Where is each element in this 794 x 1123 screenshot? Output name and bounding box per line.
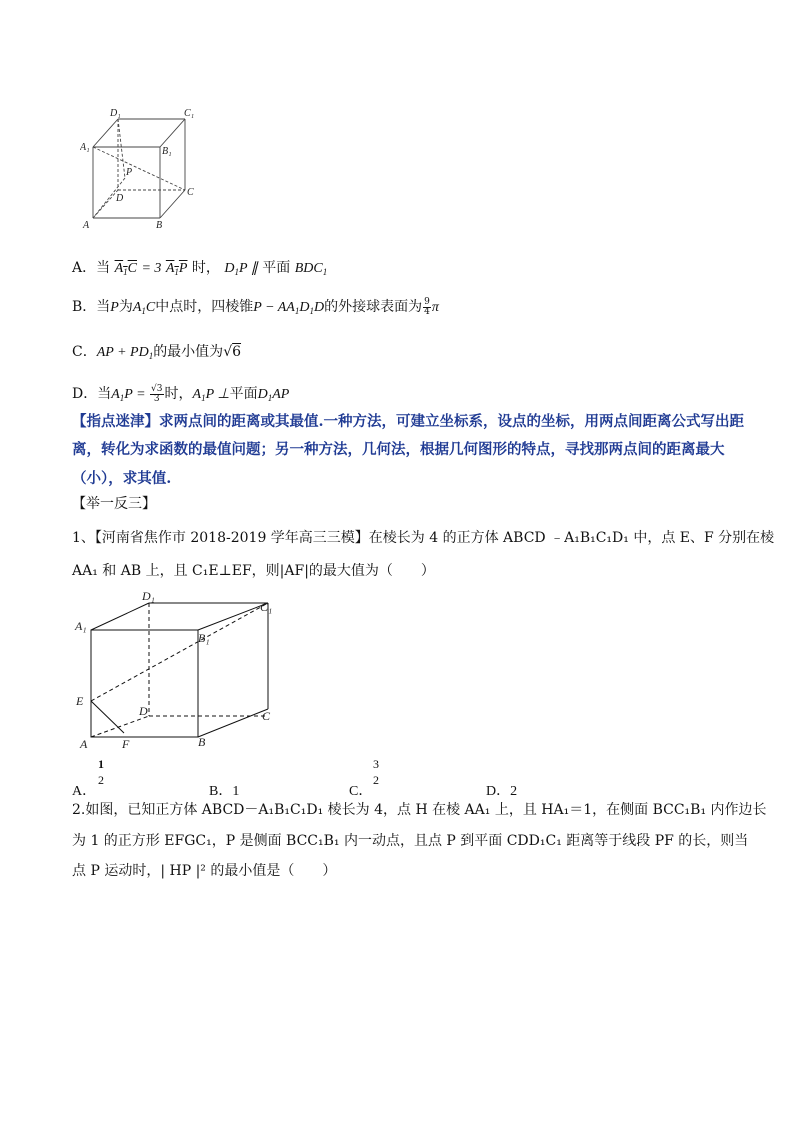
section-heading: 【举一反三】: [72, 496, 156, 512]
option-a: A．当 $A_1C = 3$ $A_1P$ 时， $D_1P$ ∥ 平面 $BDC_1$: [72, 260, 328, 277]
label-D1: D₁: [110, 108, 121, 119]
q1-line-1: 1、【河南省焦作市 2018-2019 学年高三三模】在棱长为 4 的正方体 ABCD ﹣A₁B₁C₁D₁ 中，点 E、F 分别在棱: [72, 530, 775, 546]
label-D1: D₁: [142, 589, 155, 603]
label-A1: A₁: [75, 619, 87, 633]
cube-figure-1: [80, 100, 200, 235]
fraction-sqrt3-3: $\frac{√3}{3}$: [151, 383, 163, 404]
label-B1: B₁: [198, 631, 210, 645]
q2-line-3: 点 P 运动时，| HP |² 的最小值是（ ）: [72, 863, 337, 879]
expr-d1ap: $D_1AP$: [257, 387, 290, 403]
choice-c: C． 3 2: [349, 757, 379, 799]
expr-a1p-perp: $A_1P$ ⊥: [192, 387, 230, 403]
label-C1: C₁: [184, 108, 195, 119]
choice-b: B．1: [209, 784, 240, 799]
label-A: A: [80, 737, 88, 751]
choice-a-fraction: 1 2: [98, 757, 104, 787]
label-B: B: [198, 735, 206, 749]
label-C: C: [262, 709, 271, 723]
vector-a1c: $A_1C$: [114, 261, 137, 277]
q2-line-1: 2.如图，已知正方体 ABCD－A₁B₁C₁D₁ 棱长为 4，点 H 在棱 AA₁ 上，且 HA₁＝1，在侧面 BCC₁B₁ 内作边长: [72, 802, 767, 818]
label-C1: C₁: [260, 600, 273, 614]
option-d: D．当$A_1P$ = $\frac{√3}{3}$ 时，$A_1P$ ⊥平面$D_1AP$: [72, 383, 290, 404]
pi-symbol: π: [431, 300, 439, 315]
label-A: A: [83, 220, 90, 231]
choice-c-fraction: 3 2: [373, 757, 379, 787]
expr-a1c: $A_1C$: [132, 300, 156, 316]
label-P: P: [126, 167, 133, 178]
vector-a1p: $A_1P$: [165, 261, 188, 277]
tip-line-2: 离，转化为求函数的最值问题；另一种方法，几何法，根据几何图形的特点，寻找那两点间的距离最大: [72, 441, 725, 458]
label-D: D: [116, 193, 124, 204]
label-B: B: [156, 220, 163, 231]
expr-p: P: [110, 300, 119, 315]
label-C: C: [187, 187, 194, 198]
expr-pyramid: $P - AA_1D_1D$: [253, 300, 325, 316]
choice-a: A． 1 2: [72, 757, 104, 799]
equation-a: = 3: [141, 261, 162, 276]
label-E: E: [76, 694, 84, 708]
label-A1: A₁: [80, 142, 90, 153]
tip-line-1: 【指点迷津】求两点间的距离或其最值.一种方法，可建立坐标系，设点的坐标，用两点间距离公式写出距: [72, 413, 745, 430]
expr-a1p: $A_1P$ =: [111, 387, 150, 403]
label-D: D: [139, 704, 148, 718]
option-c: C．AP + $PD_1$的最小值为√6: [72, 344, 242, 361]
expr-bdc1: $BDC_1$: [294, 261, 328, 277]
expr-d1p-parallel: $D_1P$ ∥: [224, 261, 258, 277]
tip-line-3: （小），求其值.: [72, 470, 172, 487]
choice-d: D．2: [486, 784, 518, 799]
q2-line-2: 为 1 的正方形 EFGC₁，P 是侧面 BCC₁B₁ 内一动点，且点 P 到平面 CDD₁C₁ 距离等于线段 PF 的长，则当: [72, 833, 749, 849]
label-B1: B₁: [162, 146, 172, 157]
cube-figure-2: [72, 588, 292, 753]
option-b: B．当P为$A_1C$中点时，四棱锥$P - AA_1D_1D$的外接球表面为 $\frac{9}{4}$ π: [72, 296, 439, 317]
label-F: F: [122, 737, 130, 751]
q1-line-2: AA₁ 和 AB 上，且 C₁E⊥EF，则|AF|的最大值为（ ）: [72, 563, 435, 579]
expr-ap-pd1: AP + $PD_1$: [96, 345, 154, 361]
fraction-9-4: $\frac{9}{4}$: [424, 296, 430, 317]
tip-label: 【指点迷津】: [72, 413, 159, 430]
sqrt-6: √6: [223, 344, 242, 360]
